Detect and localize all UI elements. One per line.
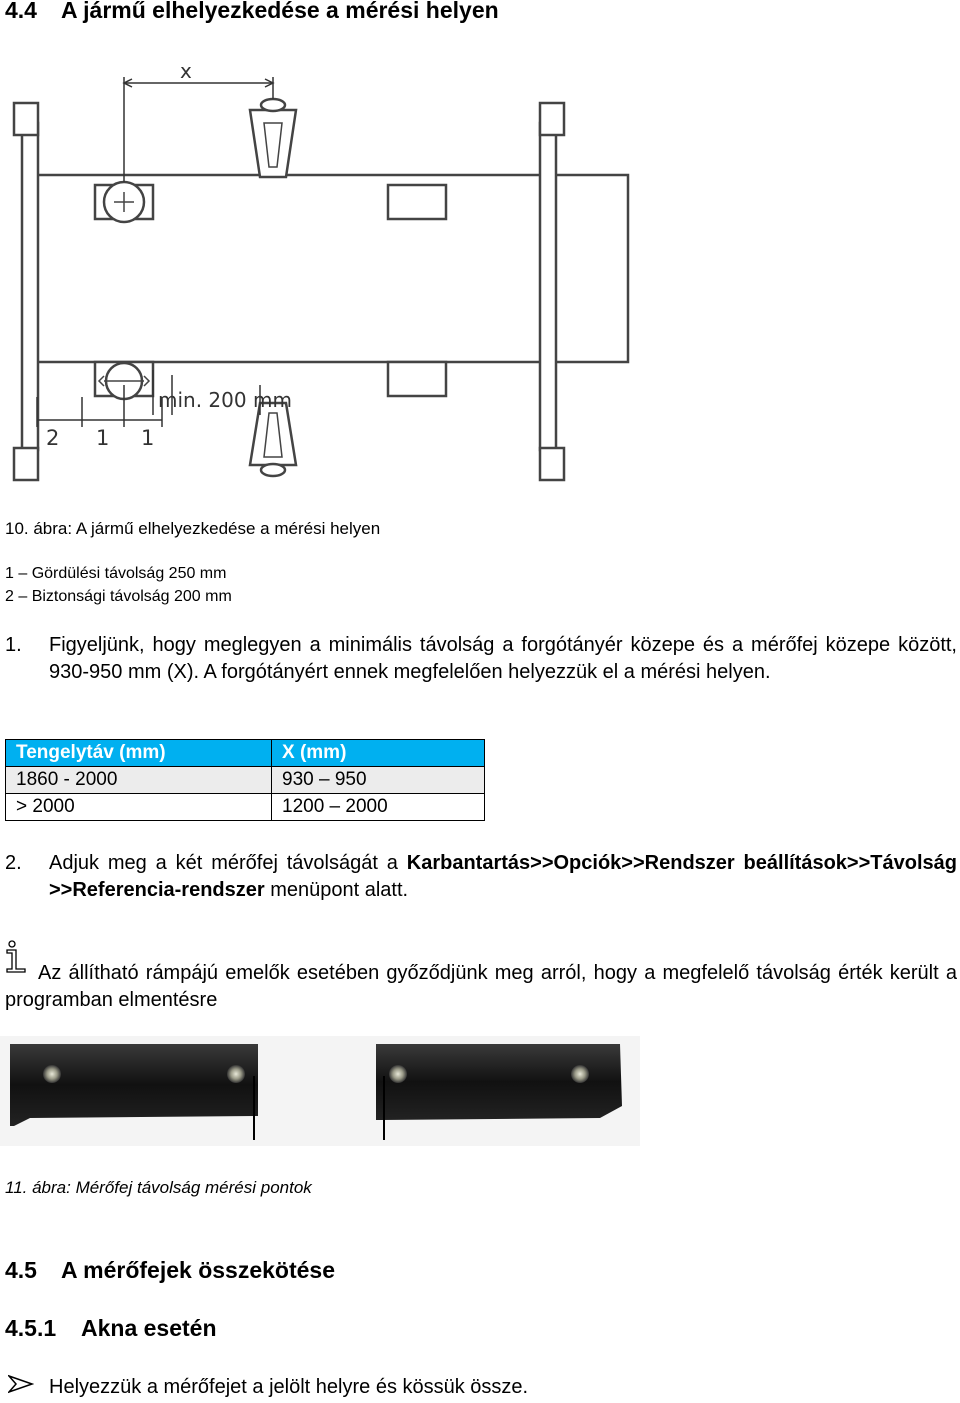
step-1 — [5, 632, 957, 686]
menu-path: Karbantartás>>Opciók>>Rendszer beállítások>>Távolság >>Referencia-rendszer — [49, 852, 957, 901]
step-2 — [5, 850, 957, 904]
measuring-head-upper — [250, 99, 296, 177]
figure-11-caption: 11. ábra: Mérőfej távolság mérési pontok — [5, 1178, 312, 1197]
legend — [5, 562, 232, 608]
table-header: X (mm) — [272, 740, 485, 767]
legend-item: 1 – Gördülési távolság 250 mm — [5, 565, 227, 582]
table-row — [6, 794, 485, 821]
min-distance-label: min. 200 mm — [158, 388, 292, 412]
slip-plate-upper — [388, 185, 446, 219]
section-title: A jármű elhelyezkedése a mérési helyen — [61, 0, 499, 23]
measuring-head-lower — [250, 403, 296, 476]
dimension-2-label: 2 — [46, 426, 60, 450]
wheelbase-table — [5, 739, 485, 821]
head-bar-left — [10, 1044, 258, 1126]
table-header: Tengelytáv (mm) — [6, 740, 272, 767]
dimension-1a-label: 1 — [96, 426, 110, 450]
bullet-text: Helyezzük a mérőfejet a jelölt helyre és kössük össze. — [49, 1376, 529, 1398]
section-number: 4.4 — [5, 0, 37, 23]
section-number: 4.5.1 — [5, 1315, 57, 1341]
table-cell: > 2000 — [6, 794, 272, 821]
head-bar-right — [376, 1044, 622, 1120]
step-text: Figyeljünk, hogy meglegyen a minimális távolság a forgótányér közepe és a mérőfej közepe között, 930-950 mm (X). A forgótányért ennek megfelelően helyezzük el a mérési helyen. — [49, 634, 957, 683]
section-title: A mérőfejek összekötése — [61, 1257, 336, 1283]
dimension-1b-label: 1 — [141, 426, 155, 450]
legend-item: 2 – Biztonsági távolság 200 mm — [5, 588, 232, 605]
step-text: Adjuk meg a két mérőfej távolságát a Karbantartás>>Opciók>>Rendszer beállítások>>Távolság >>Referencia-rendszer menüpont alatt. — [49, 852, 957, 901]
table-cell: 930 – 950 — [272, 767, 485, 794]
step-number: 2. — [5, 852, 22, 874]
step-number: 1. — [5, 634, 22, 656]
slip-plate-lower — [388, 362, 446, 396]
note — [5, 960, 957, 1014]
note-text: Az állítható rámpájú emelők esetében győződjünk meg arról, hogy a megfelelő távolság érték került a programban elmentésre — [5, 962, 957, 1011]
lift-column-right — [540, 123, 556, 450]
arrow-bullet-icon — [8, 1374, 34, 1394]
table-cell: 1860 - 2000 — [6, 767, 272, 794]
dimension-x-label: x — [180, 59, 192, 83]
lift-diagram — [0, 55, 640, 495]
section-heading-4-5 — [5, 1257, 335, 1284]
section-heading-4-5-1 — [5, 1315, 217, 1342]
table-header-row — [6, 740, 485, 767]
table-cell: 1200 – 2000 — [272, 794, 485, 821]
section-title: Akna esetén — [81, 1315, 217, 1341]
measuring-heads-photo — [0, 1036, 640, 1146]
section-heading-4-4 — [5, 0, 499, 24]
section-number: 4.5 — [5, 1257, 37, 1283]
figure-10-caption: 10. ábra: A jármű elhelyezkedése a mérési helyen — [5, 519, 381, 538]
table-row — [6, 767, 485, 794]
lift-column-left — [22, 123, 38, 450]
